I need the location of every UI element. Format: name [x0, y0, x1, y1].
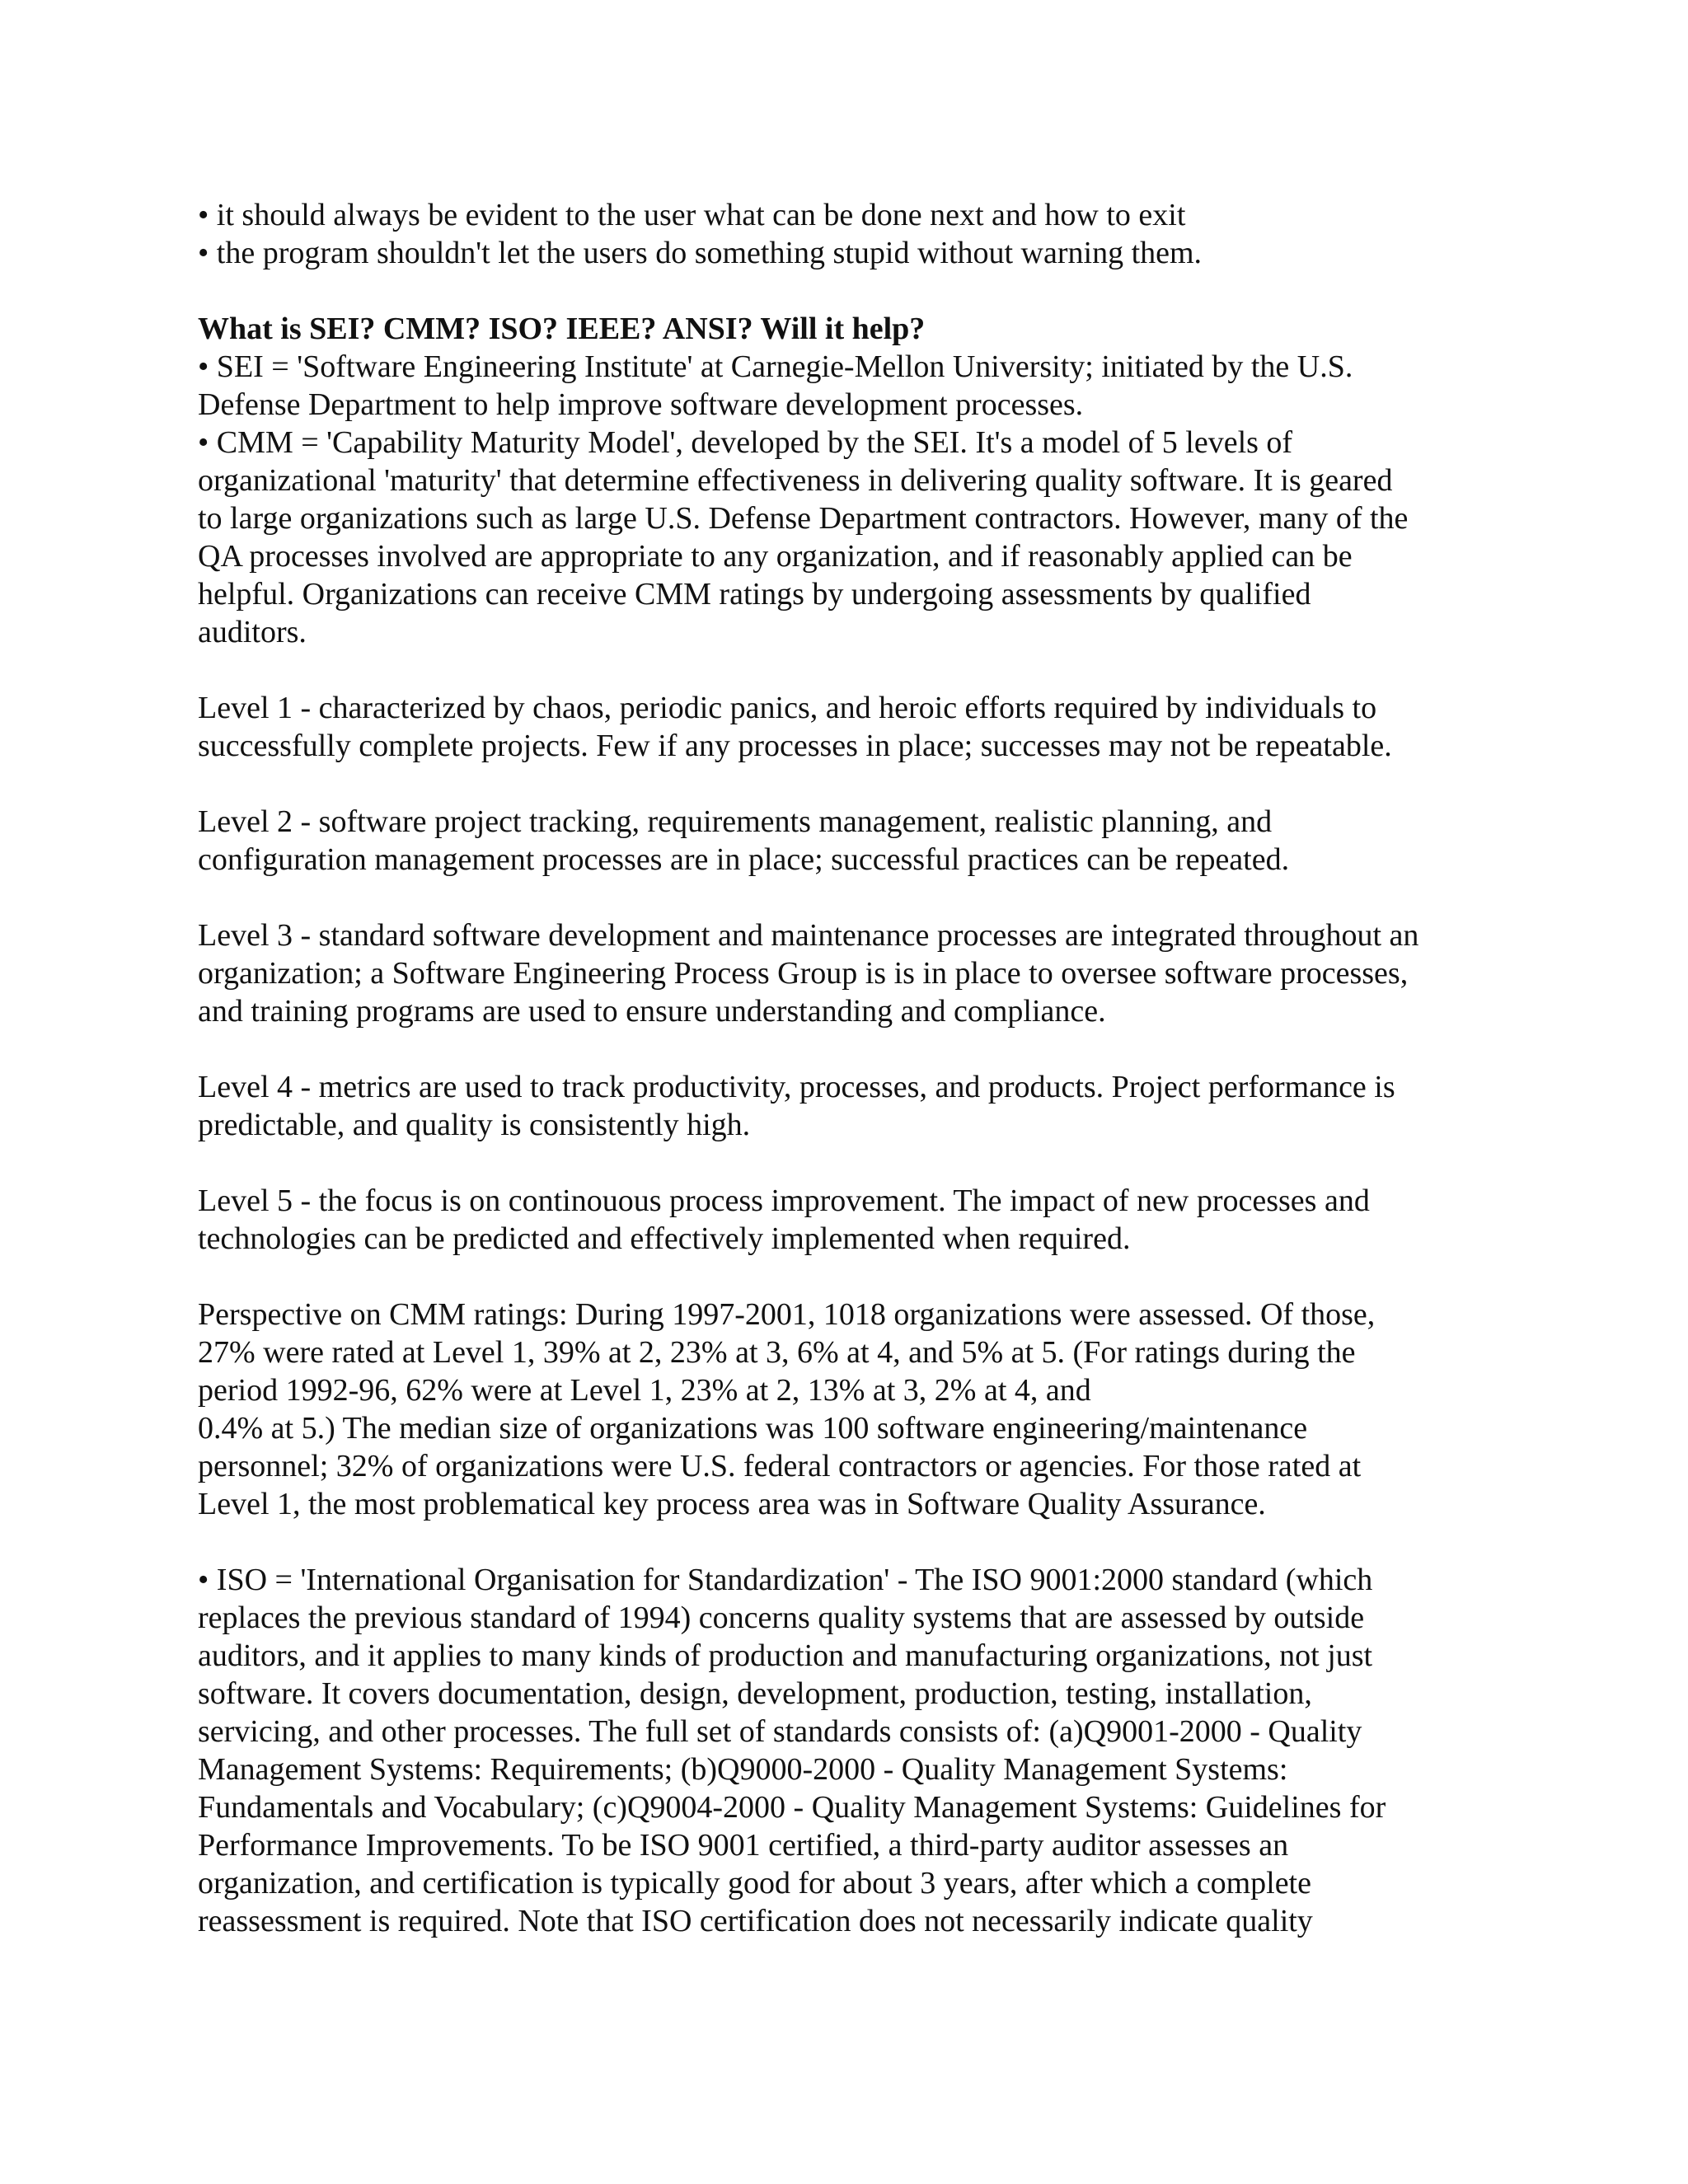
- text-line: • the program shouldn't let the users do something stupid without warning them.: [198, 236, 1203, 270]
- text-line: auditors, and it applies to many kinds of production and manufacturing organizations, not just: [198, 1638, 1373, 1673]
- text-line: configuration management processes are in place; successful practices can be repeated.: [198, 842, 1290, 877]
- text-line: successfully complete projects. Few if any processes in place; successes may not be repeatable.: [198, 729, 1392, 763]
- text-line: organizational 'maturity' that determine effectiveness in delivering quality software. It is geared: [198, 463, 1393, 498]
- text-line: Management Systems: Requirements; (b)Q9000-2000 - Quality Management Systems:: [198, 1752, 1288, 1787]
- text-line: Level 4 - metrics are used to track productivity, processes, and products. Project performance is: [198, 1070, 1395, 1104]
- text-line: 0.4% at 5.) The median size of organizations was 100 software engineering/maintenance: [198, 1411, 1308, 1446]
- text-line: • it should always be evident to the user what can be done next and how to exit: [198, 198, 1186, 232]
- text-line: Defense Department to help improve software development processes.: [198, 387, 1084, 422]
- paragraph-spacer: [198, 651, 1500, 689]
- text-line: organization; a Software Engineering Process Group is is in place to oversee software processes,: [198, 956, 1409, 991]
- text-line: personnel; 32% of organizations were U.S. federal contractors or agencies. For those rated at: [198, 1449, 1362, 1483]
- text-line: helpful. Organizations can receive CMM ratings by undergoing assessments by qualified: [198, 577, 1311, 612]
- text-line: • CMM = 'Capability Maturity Model', developed by the SEI. It's a model of 5 levels of: [198, 425, 1293, 460]
- text-line: Level 3 - standard software development and maintenance processes are integrated throughout an: [198, 918, 1419, 953]
- text-line: Fundamentals and Vocabulary; (c)Q9004-2000 - Quality Management Systems: Guidelines for: [198, 1790, 1386, 1825]
- text-line: reassessment is required. Note that ISO certification does not necessarily indicate quality: [198, 1904, 1313, 1938]
- text-line: predictable, and quality is consistently high.: [198, 1108, 751, 1142]
- text-line: software. It covers documentation, design, development, production, testing, installation,: [198, 1676, 1312, 1711]
- document-page: [198, 196, 1500, 1940]
- text-line: Level 2 - software project tracking, requirements management, realistic planning, and: [198, 804, 1273, 839]
- paragraph-spacer: [198, 1030, 1500, 1068]
- section-heading: What is SEI? CMM? ISO? IEEE? ANSI? Will it help?: [198, 312, 926, 346]
- text-line: organization, and certification is typically good for about 3 years, after which a complete: [198, 1866, 1311, 1900]
- text-line: • ISO = 'International Organisation for Standardization' - The ISO 9001:2000 standard (which: [198, 1563, 1373, 1597]
- text-line: auditors.: [198, 615, 307, 649]
- text-line: replaces the previous standard of 1994) concerns quality systems that are assessed by outside: [198, 1601, 1365, 1635]
- text-line: and training programs are used to ensure understanding and compliance.: [198, 994, 1106, 1029]
- paragraph-spacer: [198, 1523, 1500, 1561]
- text-line: Performance Improvements. To be ISO 9001 certified, a third-party auditor assesses an: [198, 1828, 1289, 1863]
- text-line: • SEI = 'Software Engineering Institute' at Carnegie-Mellon University; initiated by the U.S.: [198, 349, 1353, 384]
- paragraph-spacer: [198, 1144, 1500, 1182]
- paragraph-spacer: [198, 1258, 1500, 1296]
- text-line: 27% were rated at Level 1, 39% at 2, 23% at 3, 6% at 4, and 5% at 5. (For ratings during the: [198, 1335, 1356, 1370]
- text-line: period 1992-96, 62% were at Level 1, 23% at 2, 13% at 3, 2% at 4, and: [198, 1373, 1091, 1408]
- text-line: QA processes involved are appropriate to any organization, and if reasonably applied can be: [198, 539, 1353, 574]
- paragraph-spacer: [198, 765, 1500, 803]
- paragraph-spacer: [198, 272, 1500, 310]
- text-line: to large organizations such as large U.S. Defense Department contractors. However, many of the: [198, 501, 1409, 536]
- text-line: Perspective on CMM ratings: During 1997-2001, 1018 organizations were assessed. Of those,: [198, 1297, 1376, 1332]
- text-line: servicing, and other processes. The full set of standards consists of: (a)Q9001-2000 - Quality: [198, 1714, 1362, 1749]
- text-line: Level 1 - characterized by chaos, periodic panics, and heroic efforts required by individuals to: [198, 691, 1377, 725]
- text-line: Level 1, the most problematical key process area was in Software Quality Assurance.: [198, 1487, 1266, 1521]
- text-line: technologies can be predicted and effectively implemented when required.: [198, 1221, 1131, 1256]
- paragraph-spacer: [198, 879, 1500, 916]
- text-line: Level 5 - the focus is on continouous process improvement. The impact of new processes and: [198, 1183, 1370, 1218]
